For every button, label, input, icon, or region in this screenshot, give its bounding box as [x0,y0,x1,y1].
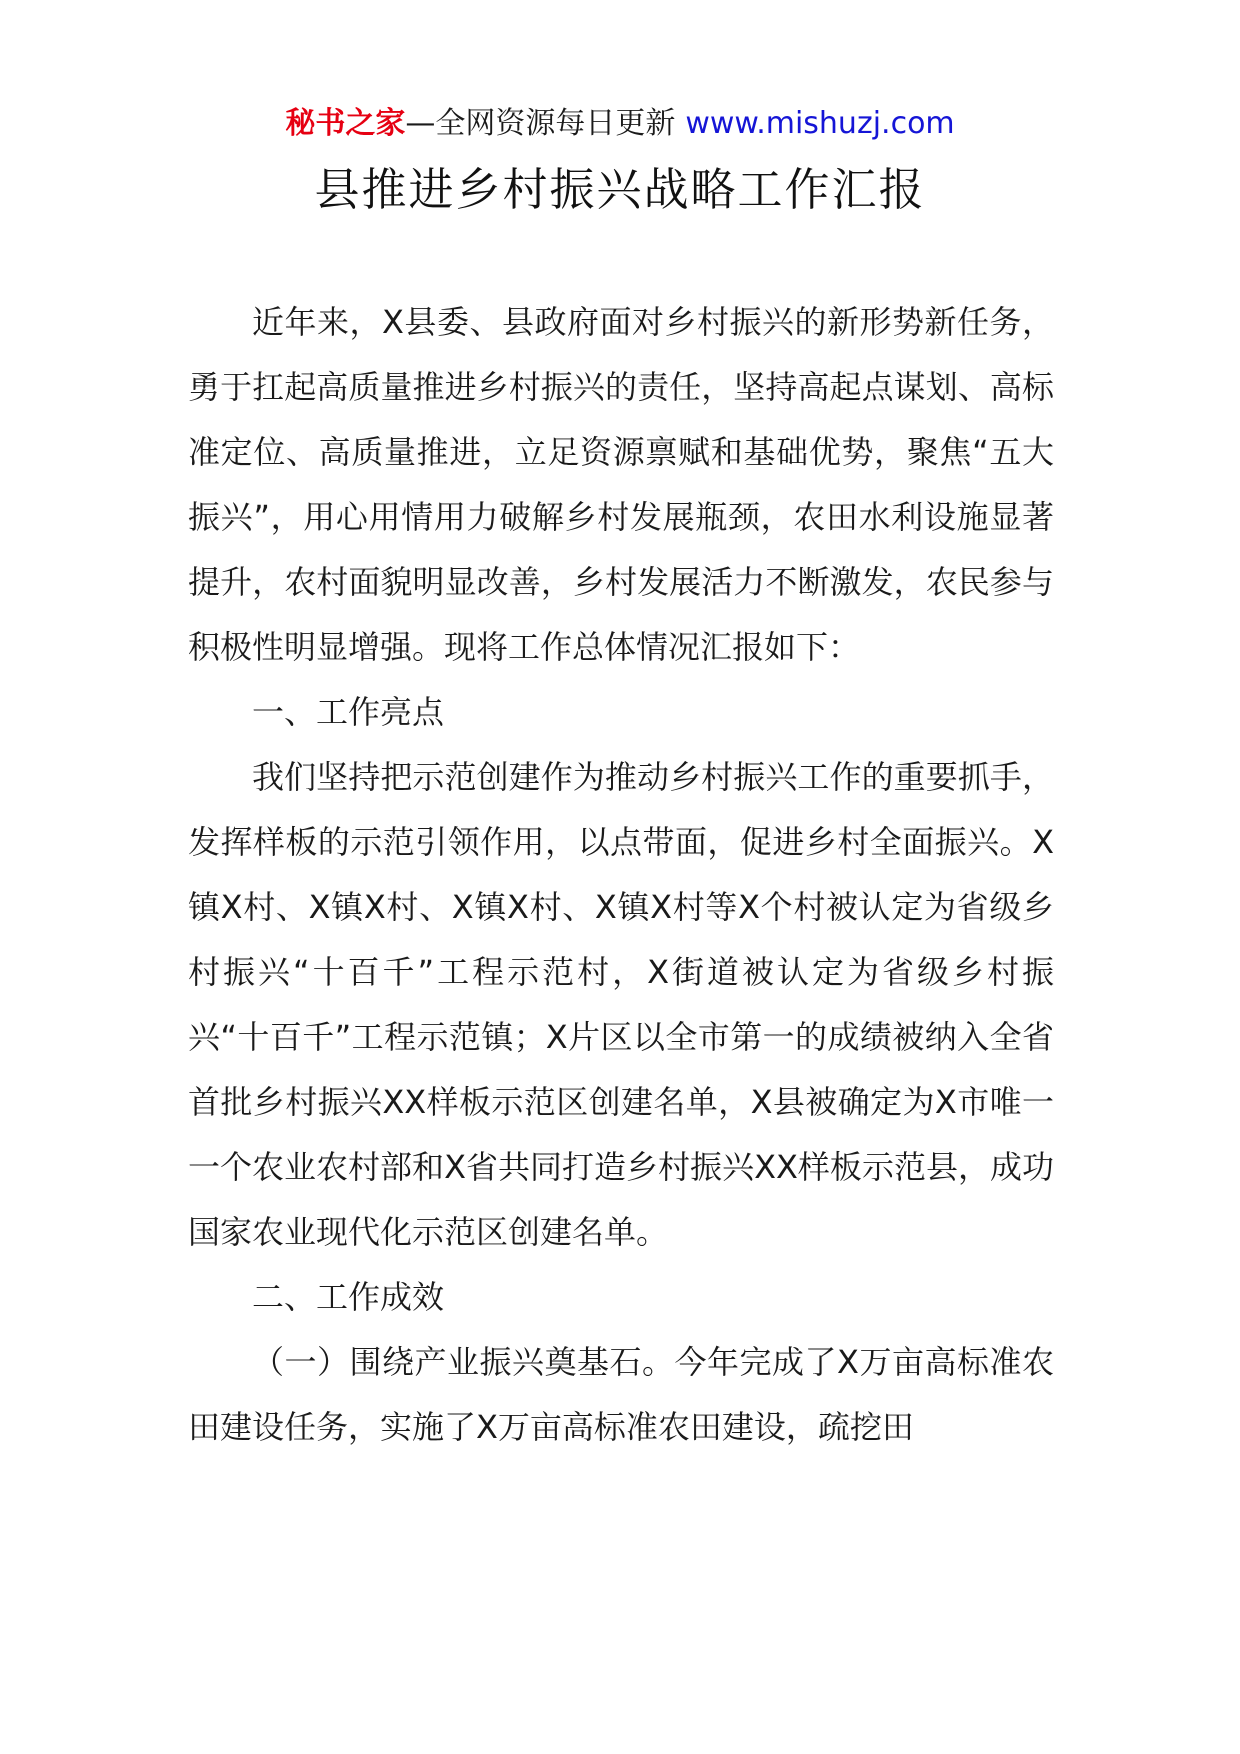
watermark-url[interactable]: www.mishuzj.com [685,106,955,141]
section-heading-results: 二、工作成效 [252,1278,445,1316]
watermark-header [0,104,1240,144]
watermark-slogan: —全网资源每日更新 [405,106,676,141]
highlights-paragraph: 我们坚持把示范创建作为推动乡村振兴工作的重要抓手，发挥样板的示范引领作用，以点带面，促进乡村全面振兴。X镇X村、X镇X村、X镇X村、X镇X村等X个村被认定为省级乡村振兴“十百千”工程示范村，X街道被认定为省级乡村振兴“十百千”工程示范镇；X片区以全市第一的成绩被纳入全省首批乡村振兴XX样板示范区创建名单，X县被确定为X市唯一一个农业农村部和X省共同打造乡村振兴XX样板示范县，成功国家农业现代化示范区创建名单。 [188,758,1054,1251]
document-title: 县推进乡村振兴战略工作汇报 [314,163,926,216]
section-heading-highlights: 一、工作亮点 [252,693,445,731]
results-paragraph: （一）围绕产业振兴奠基石。今年完成了X万亩高标准农田建设任务，实施了X万亩高标准农田建设，疏挖田 [188,1343,1054,1446]
intro-paragraph: 近年来，X县委、县政府面对乡村振兴的新形势新任务，勇于扛起高质量推进乡村振兴的责任，坚持高起点谋划、高标准定位、高质量推进，立足资源禀赋和基础优势，聚焦“五大振兴”，用心用情用力破解乡村发展瓶颈，农田水利设施显著提升，农村面貌明显改善，乡村发展活力不断激发，农民参与积极性明显增强。现将工作总体情况汇报如下： [188,303,1054,666]
watermark-brand: 秘书之家 [285,106,406,141]
document-body [188,290,1054,1460]
